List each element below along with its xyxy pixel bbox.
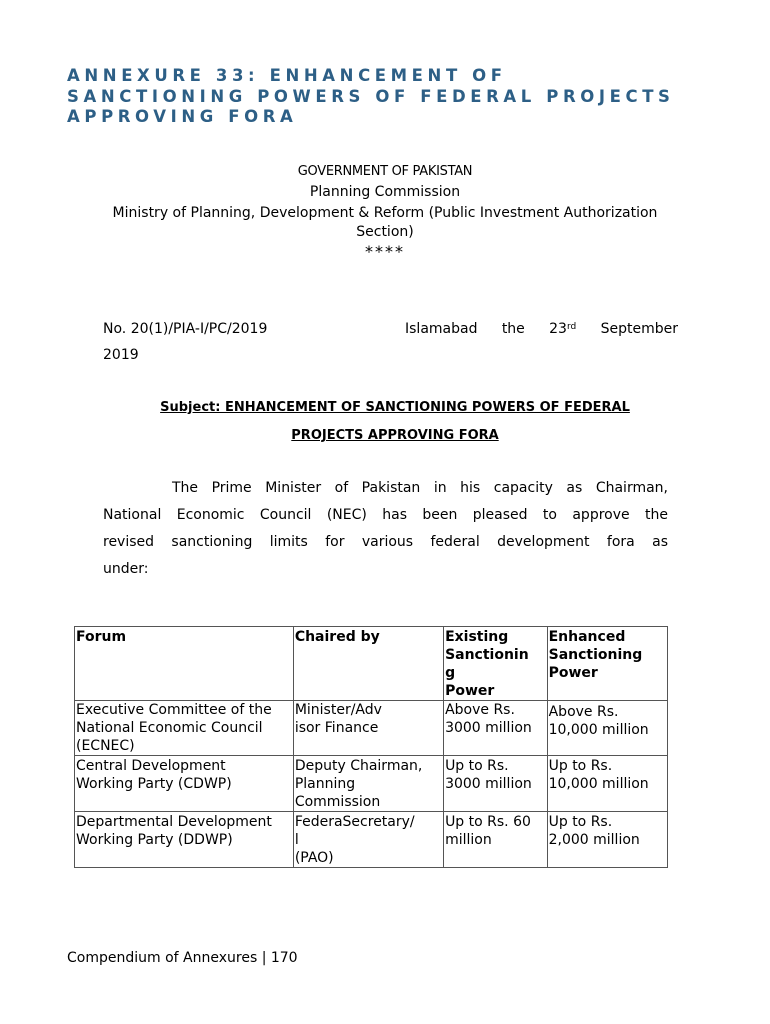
date-year: 2019 — [103, 347, 139, 363]
sanctioning-powers-table — [74, 626, 668, 868]
page-footer: Compendium of Annexures | 170 — [67, 950, 298, 966]
table-header-row — [75, 627, 668, 701]
cell-existing-ecnec: Above Rs. 3000 million — [444, 701, 548, 756]
cell-existing-cdwp: Up to Rs. 3000 million — [444, 756, 548, 812]
subject-line-1: Subject: ENHANCEMENT OF SANCTIONING POWERS OF FEDERAL — [160, 400, 630, 415]
date-the: the — [501, 321, 525, 337]
subject-line-2: PROJECTS APPROVING FORA — [291, 428, 499, 443]
header-existing-power: Existing Sanctionin g Power — [444, 627, 548, 701]
date-day — [549, 319, 576, 339]
body-line-3: revised sanctioning limits for various federal development fora as — [103, 534, 668, 550]
separator-stars: **** — [365, 242, 405, 261]
annexure-title — [67, 66, 707, 128]
header-enhanced-power: Enhanced Sanctioning Power — [547, 627, 667, 701]
title-line-1: ANNEXURE 33: ENHANCEMENT OF — [67, 66, 507, 85]
cell-forum-cdwp: Central Development Working Party (CDWP) — [75, 756, 294, 812]
table-row — [75, 812, 668, 868]
reference-number: No. 20(1)/PIA-I/PC/2019 — [103, 321, 268, 337]
cell-forum-ecnec: Executive Committee of the National Economic Council (ECNEC) — [75, 701, 294, 756]
body-line-4: under: — [103, 561, 149, 577]
cell-forum-ddwp: Departmental Development Working Party (DDWP) — [75, 812, 294, 868]
commission-heading: Planning Commission — [309, 184, 461, 200]
title-line-2: SANCTIONING POWERS OF FEDERAL PROJECTS — [67, 86, 675, 106]
cell-enhanced-ecnec: Above Rs. 10,000 million — [547, 701, 667, 756]
date-line — [405, 319, 678, 339]
cell-enhanced-ddwp: Up to Rs. 2,000 million — [547, 812, 667, 868]
cell-existing-ddwp: Up to Rs. 60 million — [444, 812, 548, 868]
table-row — [75, 701, 668, 756]
ministry-heading: Ministry of Planning, Development & Reform (Public Investment Authorization — [112, 205, 658, 221]
cell-chair-ecnec: Minister/Adv isor Finance — [293, 701, 443, 756]
header-forum: Forum — [75, 627, 294, 701]
date-place: Islamabad — [405, 321, 478, 337]
date-month: September — [600, 321, 678, 337]
cell-chair-cdwp: Deputy Chairman, Planning Commission — [293, 756, 443, 812]
cell-chair-ddwp: FederaSecretary/ l (PAO) — [293, 812, 443, 868]
header-chaired-by: Chaired by — [293, 627, 443, 701]
body-line-2: National Economic Council (NEC) has been pleased to approve the — [103, 507, 668, 523]
title-line-3: APPROVING FORA — [67, 107, 298, 126]
government-heading: GOVERNMENT OF PAKISTAN — [297, 164, 473, 179]
date-day-number: 23 — [549, 321, 567, 337]
section-heading: Section) — [356, 224, 414, 240]
table-row — [75, 756, 668, 812]
cell-enhanced-cdwp: Up to Rs. 10,000 million — [547, 756, 667, 812]
body-line-1: The Prime Minister of Pakistan in his capacity as Chairman, — [172, 480, 668, 496]
date-day-suffix: rd — [566, 322, 577, 332]
